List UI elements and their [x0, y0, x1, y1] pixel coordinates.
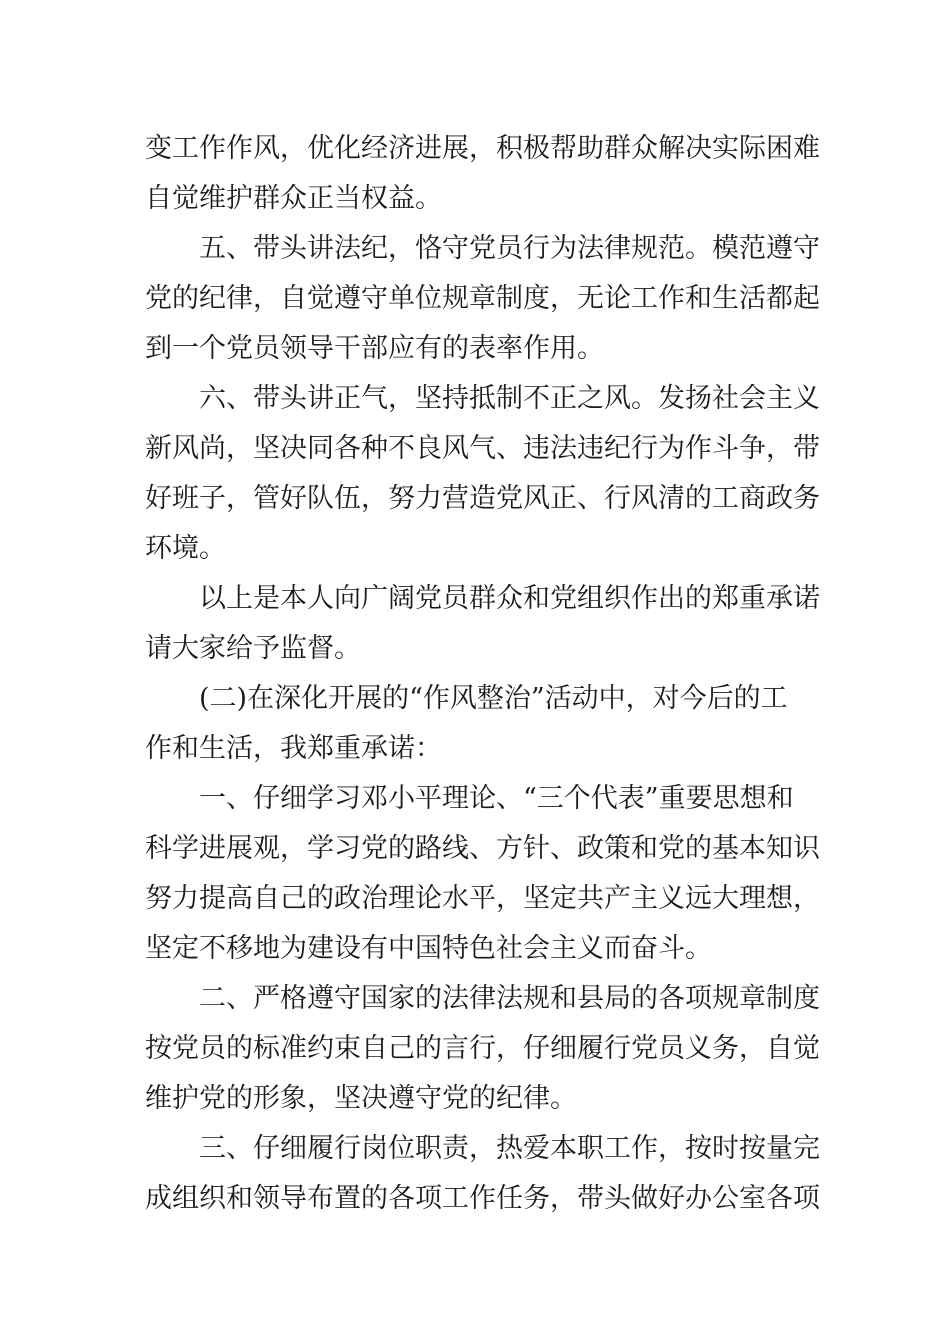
text-line: 维护党的形象，坚决遵守党的纪律。: [145, 1083, 577, 1114]
text-line: 坚定不移地为建设有中国特色社会主义而奋斗。: [145, 933, 712, 964]
text-line: 党的纪律，自觉遵守单位规章制度，无论工作和生活都起: [145, 283, 820, 314]
text-line: 成组织和领导布置的各项工作任务，带头做好办公室各项: [145, 1183, 820, 1214]
text-line: 好班子，管好队伍，努力营造党风正、行风清的工商政务: [145, 483, 820, 514]
text-line: 一、仔细学习邓小平理论、“三个代表”重要思想和: [199, 783, 794, 814]
text-line: 三、仔细履行岗位职责，热爱本职工作，按时按量完: [199, 1133, 820, 1164]
text-line: 作和生活，我郑重承诺：: [145, 733, 442, 764]
text-line: (二)在深化开展的“作风整治”活动中，对今后的工: [199, 683, 788, 714]
text-line: 按党员的标准约束自己的言行，仔细履行党员义务，自觉: [145, 1033, 820, 1064]
text-line: 二、严格遵守国家的法律法规和县局的各项规章制度: [199, 983, 820, 1014]
text-line: 请大家给予监督。: [145, 633, 361, 664]
document-body: [145, 124, 820, 1224]
text-line: 科学进展观，学习党的路线、方针、政策和党的基本知识: [145, 833, 820, 864]
text-line: 努力提高自己的政治理论水平，坚定共产主义远大理想，: [145, 883, 820, 914]
text-line: 以上是本人向广阔党员群众和党组织作出的郑重承诺: [199, 583, 820, 614]
text-line: 新风尚，坚决同各种不良风气、违法违纪行为作斗争，带: [145, 433, 820, 464]
text-line: 环境。: [145, 533, 226, 564]
text-line: 到一个党员领导干部应有的表率作用。: [145, 333, 604, 364]
text-line: 六、带头讲正气，坚持抵制不正之风。发扬社会主义: [199, 383, 820, 414]
text-line: 自觉维护群众正当权益。: [145, 183, 442, 214]
text-line: 变工作作风，优化经济进展，积极帮助群众解决实际困难: [145, 133, 820, 164]
text-line: 五、带头讲法纪，恪守党员行为法律规范。模范遵守: [199, 233, 820, 264]
